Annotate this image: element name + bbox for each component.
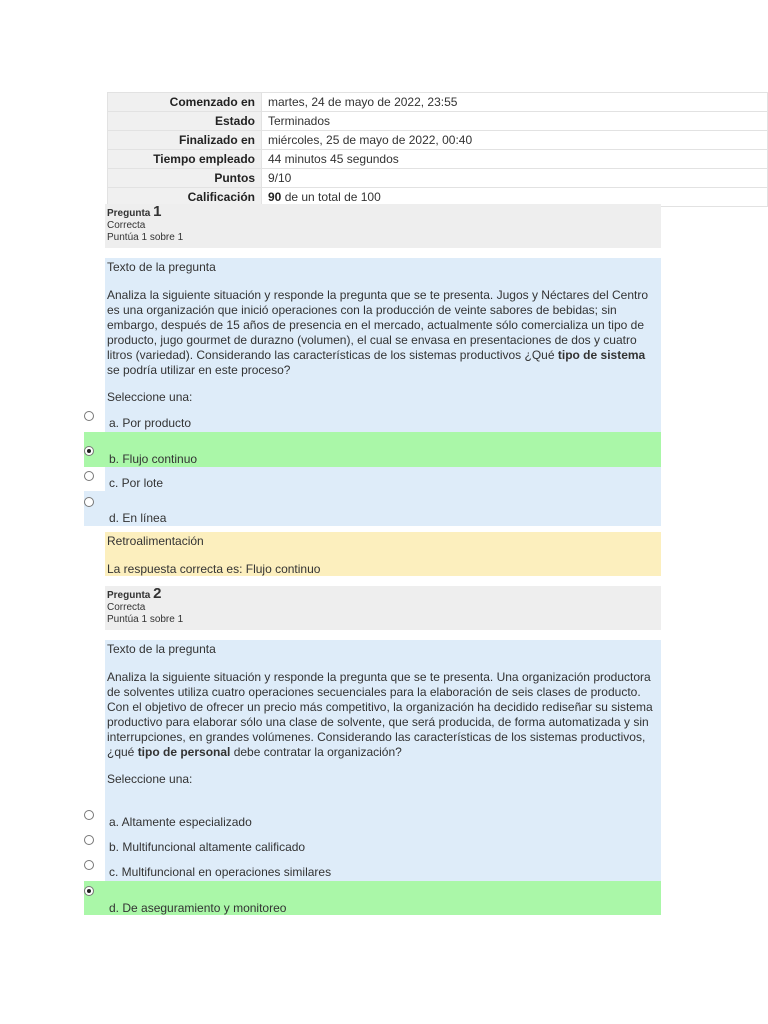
q2-option-b[interactable]: [105, 831, 661, 856]
summary-label: Tiempo empleado: [108, 150, 262, 169]
question-body: Analiza la siguiente situación y responde la pregunta que se te presenta. Jugos y Néctares del Centro es una organización que inició operaciones con la producción de veinte sabores de bebidas; sin embargo, después de 15 años de presencia en el mercado, actualmente sólo comercializa un tipo de producto, jugo gourmet de durazno (volumen), el cual se envasa en presentaciones de dos y cuatro litros (variedad). Considerando las características de los sistemas productivos ¿Qué tipo de sistema se podría utilizar en este proceso?: [107, 288, 648, 377]
option-label: a. Altamente especializado: [109, 815, 252, 829]
question-label: Pregunta: [107, 590, 151, 601]
question-prompt: Seleccione una:: [107, 772, 193, 786]
radio-button[interactable]: [84, 860, 94, 870]
radio-button[interactable]: [84, 497, 94, 507]
q1-option-b[interactable]: [84, 432, 661, 467]
question-label: Pregunta: [107, 208, 151, 219]
summary-value: 44 minutos 45 segundos: [262, 150, 768, 169]
option-label: c. Multifuncional en operaciones similares: [109, 865, 332, 879]
q2-option-d[interactable]: [84, 881, 661, 915]
radio-button[interactable]: [84, 835, 94, 845]
summary-label: Finalizado en: [108, 131, 262, 150]
summary-value: Terminados: [262, 112, 768, 131]
option-label: b. Flujo continuo: [109, 452, 198, 466]
summary-row-points: [108, 169, 768, 188]
option-label: d. De aseguramiento y monitoreo: [109, 901, 287, 915]
option-label: d. En línea: [109, 511, 167, 525]
radio-button[interactable]: [84, 810, 94, 820]
summary-row-time: [108, 150, 768, 169]
question-number: 1: [153, 203, 162, 220]
q1-option-c[interactable]: [105, 467, 661, 491]
question-status: Correcta: [107, 602, 146, 613]
q2-option-a[interactable]: [105, 806, 661, 831]
question-number: 2: [153, 585, 162, 602]
feedback-heading: Retroalimentación: [107, 534, 204, 548]
summary-row-finished: [108, 131, 768, 150]
question-text-heading: Texto de la pregunta: [107, 260, 216, 274]
question-score: Puntúa 1 sobre 1: [107, 614, 184, 625]
summary-label: Estado: [108, 112, 262, 131]
summary-row-started: [108, 93, 768, 112]
summary-label: Comenzado en: [108, 93, 262, 112]
radio-button[interactable]: [84, 446, 94, 456]
question-2-info: [105, 586, 661, 630]
summary-row-state: [108, 112, 768, 131]
q1-option-d[interactable]: [84, 491, 661, 526]
option-label: a. Por producto: [109, 416, 192, 430]
q1-option-a[interactable]: [105, 408, 661, 432]
summary-value: martes, 24 de mayo de 2022, 23:55: [262, 93, 768, 112]
question-1-info: [105, 204, 661, 248]
question-status: Correcta: [107, 220, 146, 231]
radio-button[interactable]: [84, 411, 94, 421]
question-1-feedback: [105, 532, 661, 576]
summary-value: miércoles, 25 de mayo de 2022, 00:40: [262, 131, 768, 150]
radio-button[interactable]: [84, 471, 94, 481]
question-score: Puntúa 1 sobre 1: [107, 232, 184, 243]
question-prompt: Seleccione una:: [107, 390, 193, 404]
summary-value: 9/10: [262, 169, 768, 188]
grade-total: de un total de 100: [281, 190, 381, 204]
q2-option-c[interactable]: [105, 856, 661, 881]
question-2-text: [105, 640, 661, 806]
option-label: c. Por lote: [109, 476, 164, 490]
question-text-heading: Texto de la pregunta: [107, 642, 216, 656]
attempt-summary-table: [107, 92, 768, 207]
summary-label: Puntos: [108, 169, 262, 188]
radio-button[interactable]: [84, 886, 94, 896]
summary-label: Calificación: [108, 188, 262, 207]
question-body: Analiza la siguiente situación y responde la pregunta que se te presenta. Una organización productora de solventes utiliza cuatro operaciones secuenciales para la elaboración de seis clases de producto. Con el objetivo de ofrecer un precio más competitivo, la organización ha decidido rediseñar su sistema productivo para elaborar sólo una clase de solvente, que será producida, de forma automatizada y sin interrupciones, en grandes volúmenes. Considerando las características de los sistemas productivos, ¿qué tipo de personal debe contratar la organización?: [107, 670, 653, 759]
feedback-text: La respuesta correcta es: Flujo continuo: [107, 562, 321, 576]
option-label: b. Multifuncional altamente calificado: [109, 840, 306, 854]
grade-value: 90: [268, 190, 282, 204]
question-1-text: [105, 258, 661, 414]
